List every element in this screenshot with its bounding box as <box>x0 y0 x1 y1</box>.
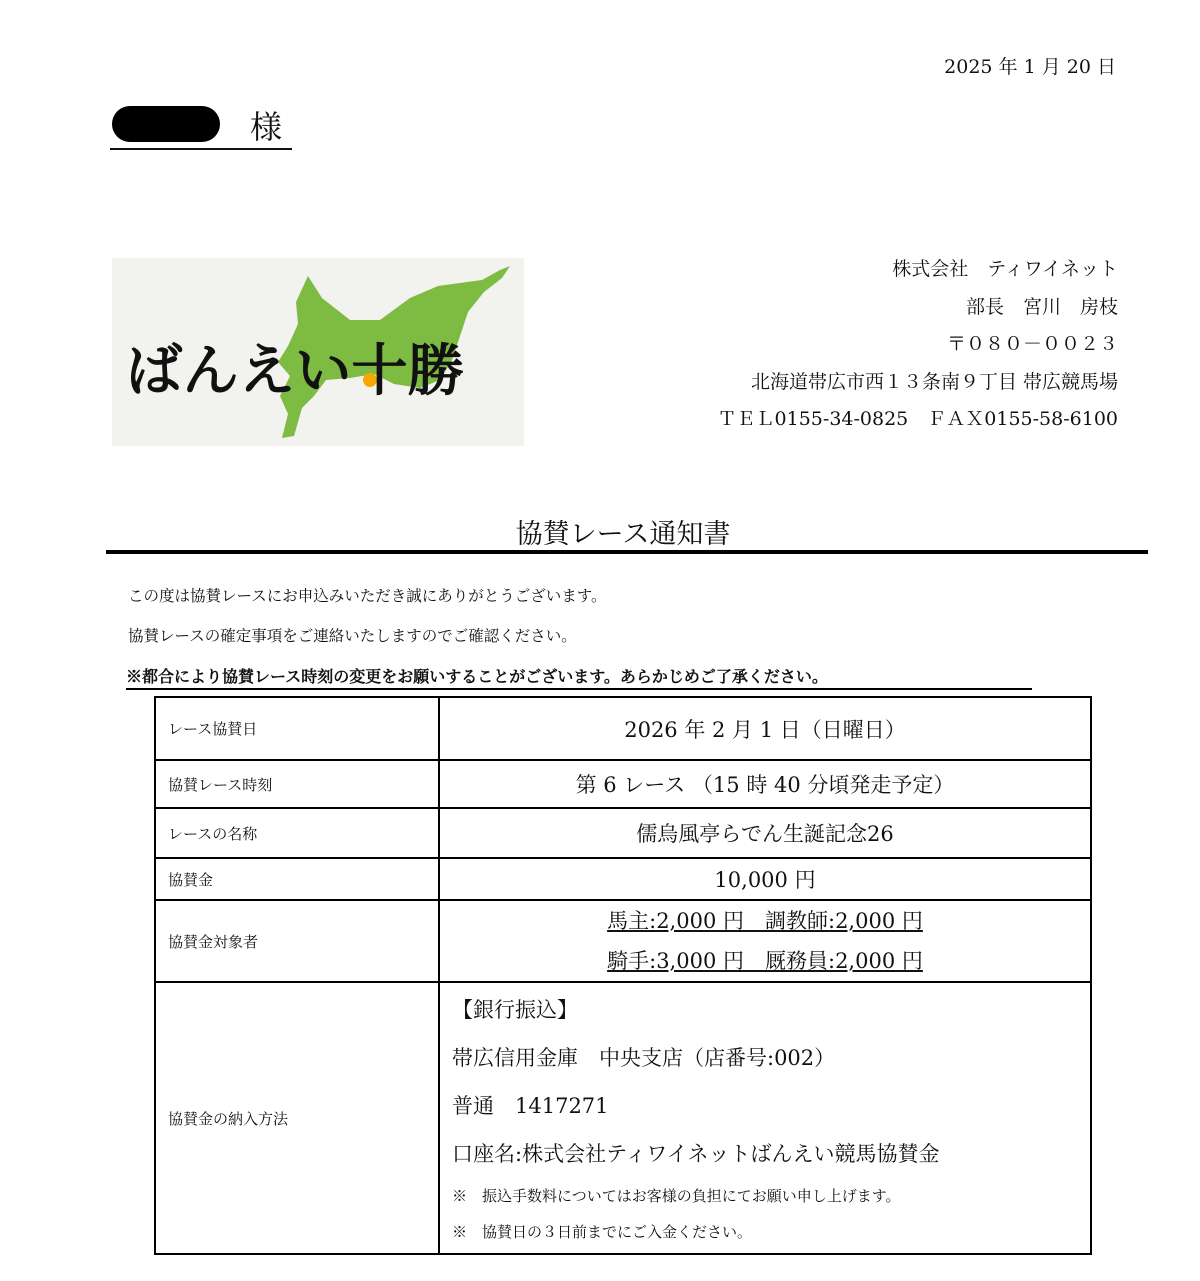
title-divider <box>106 550 1148 554</box>
payment-note: ※ 振込手数料についてはお客様の負担にてお願い申し上げます。 <box>452 1187 901 1205</box>
logo-text: ばんえい十勝 <box>126 338 464 404</box>
document-title: 協賛レース通知書 <box>515 519 731 550</box>
race-name-label: レースの名称 <box>155 808 439 858</box>
intro-line-1: この度は協賛レースにお申込みいただき誠にありがとうございます。 <box>128 587 607 605</box>
payment-method-value <box>439 982 1091 1254</box>
payment-line: 普通 1417271 <box>452 1094 609 1118</box>
payment-lines <box>440 986 1090 1250</box>
payment-line: 口座名:株式会社ティワイネットばんえい競馬協賛金 <box>452 1142 940 1166</box>
sponsorship-details-table <box>154 696 1092 1255</box>
payment-note: ※ 協賛日の３日前までにご入金ください。 <box>452 1223 753 1241</box>
table-row <box>155 760 1091 808</box>
sender-address: 北海道帯広市西１３条南９丁目 帯広競馬場 <box>750 370 1118 393</box>
sender-company: 株式会社 ティワイネット <box>892 258 1118 280</box>
schedule-change-notice: ※都合により協賛レース時刻の変更をお願いすることがございます。あらかじめご了承ください。 <box>126 664 1032 690</box>
race-time-label: 協賛レース時刻 <box>155 760 439 808</box>
sender-postal: 〒０８０－００２３ <box>946 333 1118 355</box>
recipients-line-1: 馬主:2,000 円 調教師:2,000 円 <box>607 909 923 933</box>
table-row <box>155 982 1091 1254</box>
race-name-value: 儒烏風亭らでん生誕記念26 <box>439 808 1091 858</box>
table-row <box>155 900 1091 982</box>
recipient-honorific: 様 <box>250 108 283 146</box>
table-row <box>155 697 1091 760</box>
race-time-value: 第 6 レース （15 時 40 分頃発走予定） <box>439 760 1091 808</box>
banei-tokachi-logo <box>112 258 524 446</box>
recipient-line <box>110 100 292 150</box>
sender-tel-fax: ＴＥＬ0155-34-0825 ＦＡＸ0155-58-6100 <box>717 408 1118 430</box>
table-row <box>155 808 1091 858</box>
sender-person: 部長 宮川 房枝 <box>965 295 1118 318</box>
amount-value: 10,000 円 <box>439 858 1091 900</box>
amount-label: 協賛金 <box>155 858 439 900</box>
sender-block <box>638 251 1118 439</box>
payment-method-label: 協賛金の納入方法 <box>155 982 439 1254</box>
recipients-line-2: 騎手:3,000 円 厩務員:2,000 円 <box>607 949 923 973</box>
payment-line: 【銀行振込】 <box>452 998 578 1022</box>
recipients-value <box>439 900 1091 982</box>
redacted-name <box>112 106 220 142</box>
table-row <box>155 858 1091 900</box>
intro-line-2: 協賛レースの確定事項をご連絡いたしますのでご確認ください。 <box>128 627 577 645</box>
document-date: 2025 年 1 月 20 日 <box>944 56 1116 78</box>
payment-line: 帯広信用金庫 中央支店（店番号:002） <box>452 1046 836 1070</box>
race-date-value: 2026 年 2 月 1 日（日曜日） <box>439 697 1091 760</box>
race-date-label: レース協賛日 <box>155 697 439 760</box>
recipients-label: 協賛金対象者 <box>155 900 439 982</box>
